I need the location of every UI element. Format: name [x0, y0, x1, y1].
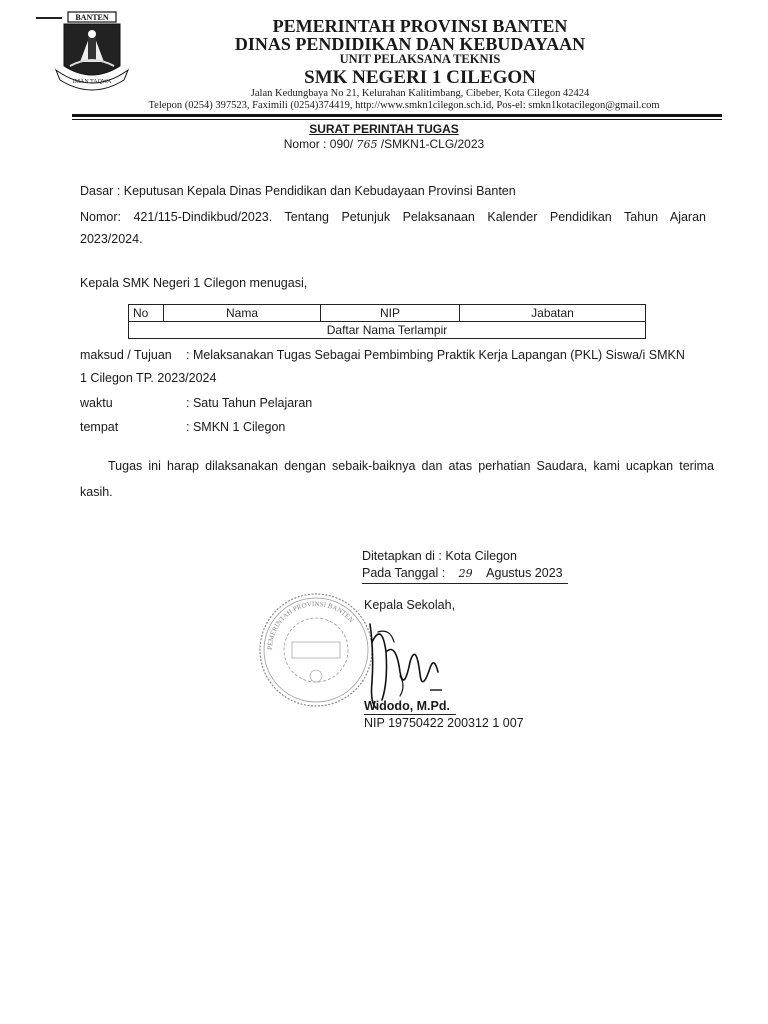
letter-number-handwritten: 765 [356, 138, 378, 151]
nomor-reference-line-2: 2023/2024. [80, 232, 143, 246]
signatory-name-underline [364, 714, 456, 715]
header-rule-thin [72, 119, 722, 120]
signatory-name: Widodo, M.Pd. [364, 699, 450, 713]
table-row [129, 322, 646, 339]
header-rule-thick [72, 114, 722, 117]
table-header-jabatan: Jabatan [460, 305, 646, 322]
logo-label-bottom: IMAN TAQWA [72, 79, 112, 85]
letter-number-prefix: Nomor : 090/ [283, 137, 354, 151]
table-merged-cell: Daftar Nama Terlampir [129, 322, 646, 339]
tempat-value: : SMKN 1 Cilegon [186, 420, 286, 434]
maksud-value-2: 1 Cilegon TP. 2023/2024 [80, 371, 217, 385]
stamp-text: PEMERINTAH PROVINSI BANTEN [265, 599, 356, 651]
letter-title: SURAT PERINTAH TUGAS [309, 122, 459, 136]
tanggal-prefix: Pada Tanggal : [362, 566, 446, 580]
address-line-2: Telepon (0254) 397523, Faximili (0254)374419, http://www.smkn1cilegon.sch.id, Pos-el: smkn1kotacilegon@gmail.com [148, 100, 660, 111]
closing-line-2: kasih. [80, 485, 113, 499]
header-line-2: DINAS PENDIDIKAN DAN KEBUDAYAAN [234, 34, 586, 54]
tanggal-suffix: Agustus 2023 [486, 566, 563, 580]
official-stamp [256, 590, 376, 710]
signatory-nip: NIP 19750422 200312 1 007 [364, 716, 524, 730]
maksud-label: maksud / Tujuan [80, 348, 172, 362]
tempat-label: tempat [80, 420, 119, 434]
table-header-row [129, 305, 646, 322]
menugasi-line: Kepala SMK Negeri 1 Cilegon menugasi, [80, 276, 308, 290]
address-line-1: Jalan Kedungbaya No 21, Kelurahan Kalitimbang, Cibeber, Kota Cilegon 42424 [250, 88, 590, 99]
table-header-nip: NIP [321, 305, 460, 322]
kepala-sekolah-label: Kepala Sekolah, [364, 598, 456, 612]
letter-number-suffix: /SMKN1-CLG/2023 [380, 137, 485, 151]
header-line-3: UNIT PELAKSANA TEKNIS [339, 52, 501, 66]
table-header-no: No [129, 305, 164, 322]
maksud-value: : Melaksanakan Tugas Sebagai Pembimbing Praktik Kerja Lapangan (PKL) Siswa/i SMKN [186, 348, 685, 362]
letter-number [0, 137, 768, 151]
waktu-value: : Satu Tahun Pelajaran [186, 396, 313, 410]
tanggal-underline [362, 583, 568, 584]
table-header-nama: Nama [164, 305, 321, 322]
dasar-line: Dasar : Keputusan Kepala Dinas Pendidikan dan Kebudayaan Provinsi Banten [80, 184, 516, 198]
header-line-1: PEMERINTAH PROVINSI BANTEN [272, 16, 568, 36]
waktu-label: waktu [80, 396, 113, 410]
closing-line: Tugas ini harap dilaksanakan dengan sebaik-baiknya dan atas perhatian Saudara, kami ucapkan terima [108, 459, 714, 473]
logo-label-top: BANTEN [75, 13, 109, 22]
school-name: SMK NEGERI 1 CILEGON [304, 67, 536, 88]
tanggal-handwritten: 29 [458, 567, 473, 580]
ditetapkan-line: Ditetapkan di : Kota Cilegon [362, 549, 517, 563]
assignee-table [128, 304, 646, 339]
banten-logo [50, 10, 130, 94]
nomor-reference-line: Nomor: 421/115-Dindikbud/2023. Tentang Petunjuk Pelaksanaan Kalender Pendidikan Tahun Ajaran [80, 210, 706, 224]
tanggal-line [362, 566, 563, 580]
